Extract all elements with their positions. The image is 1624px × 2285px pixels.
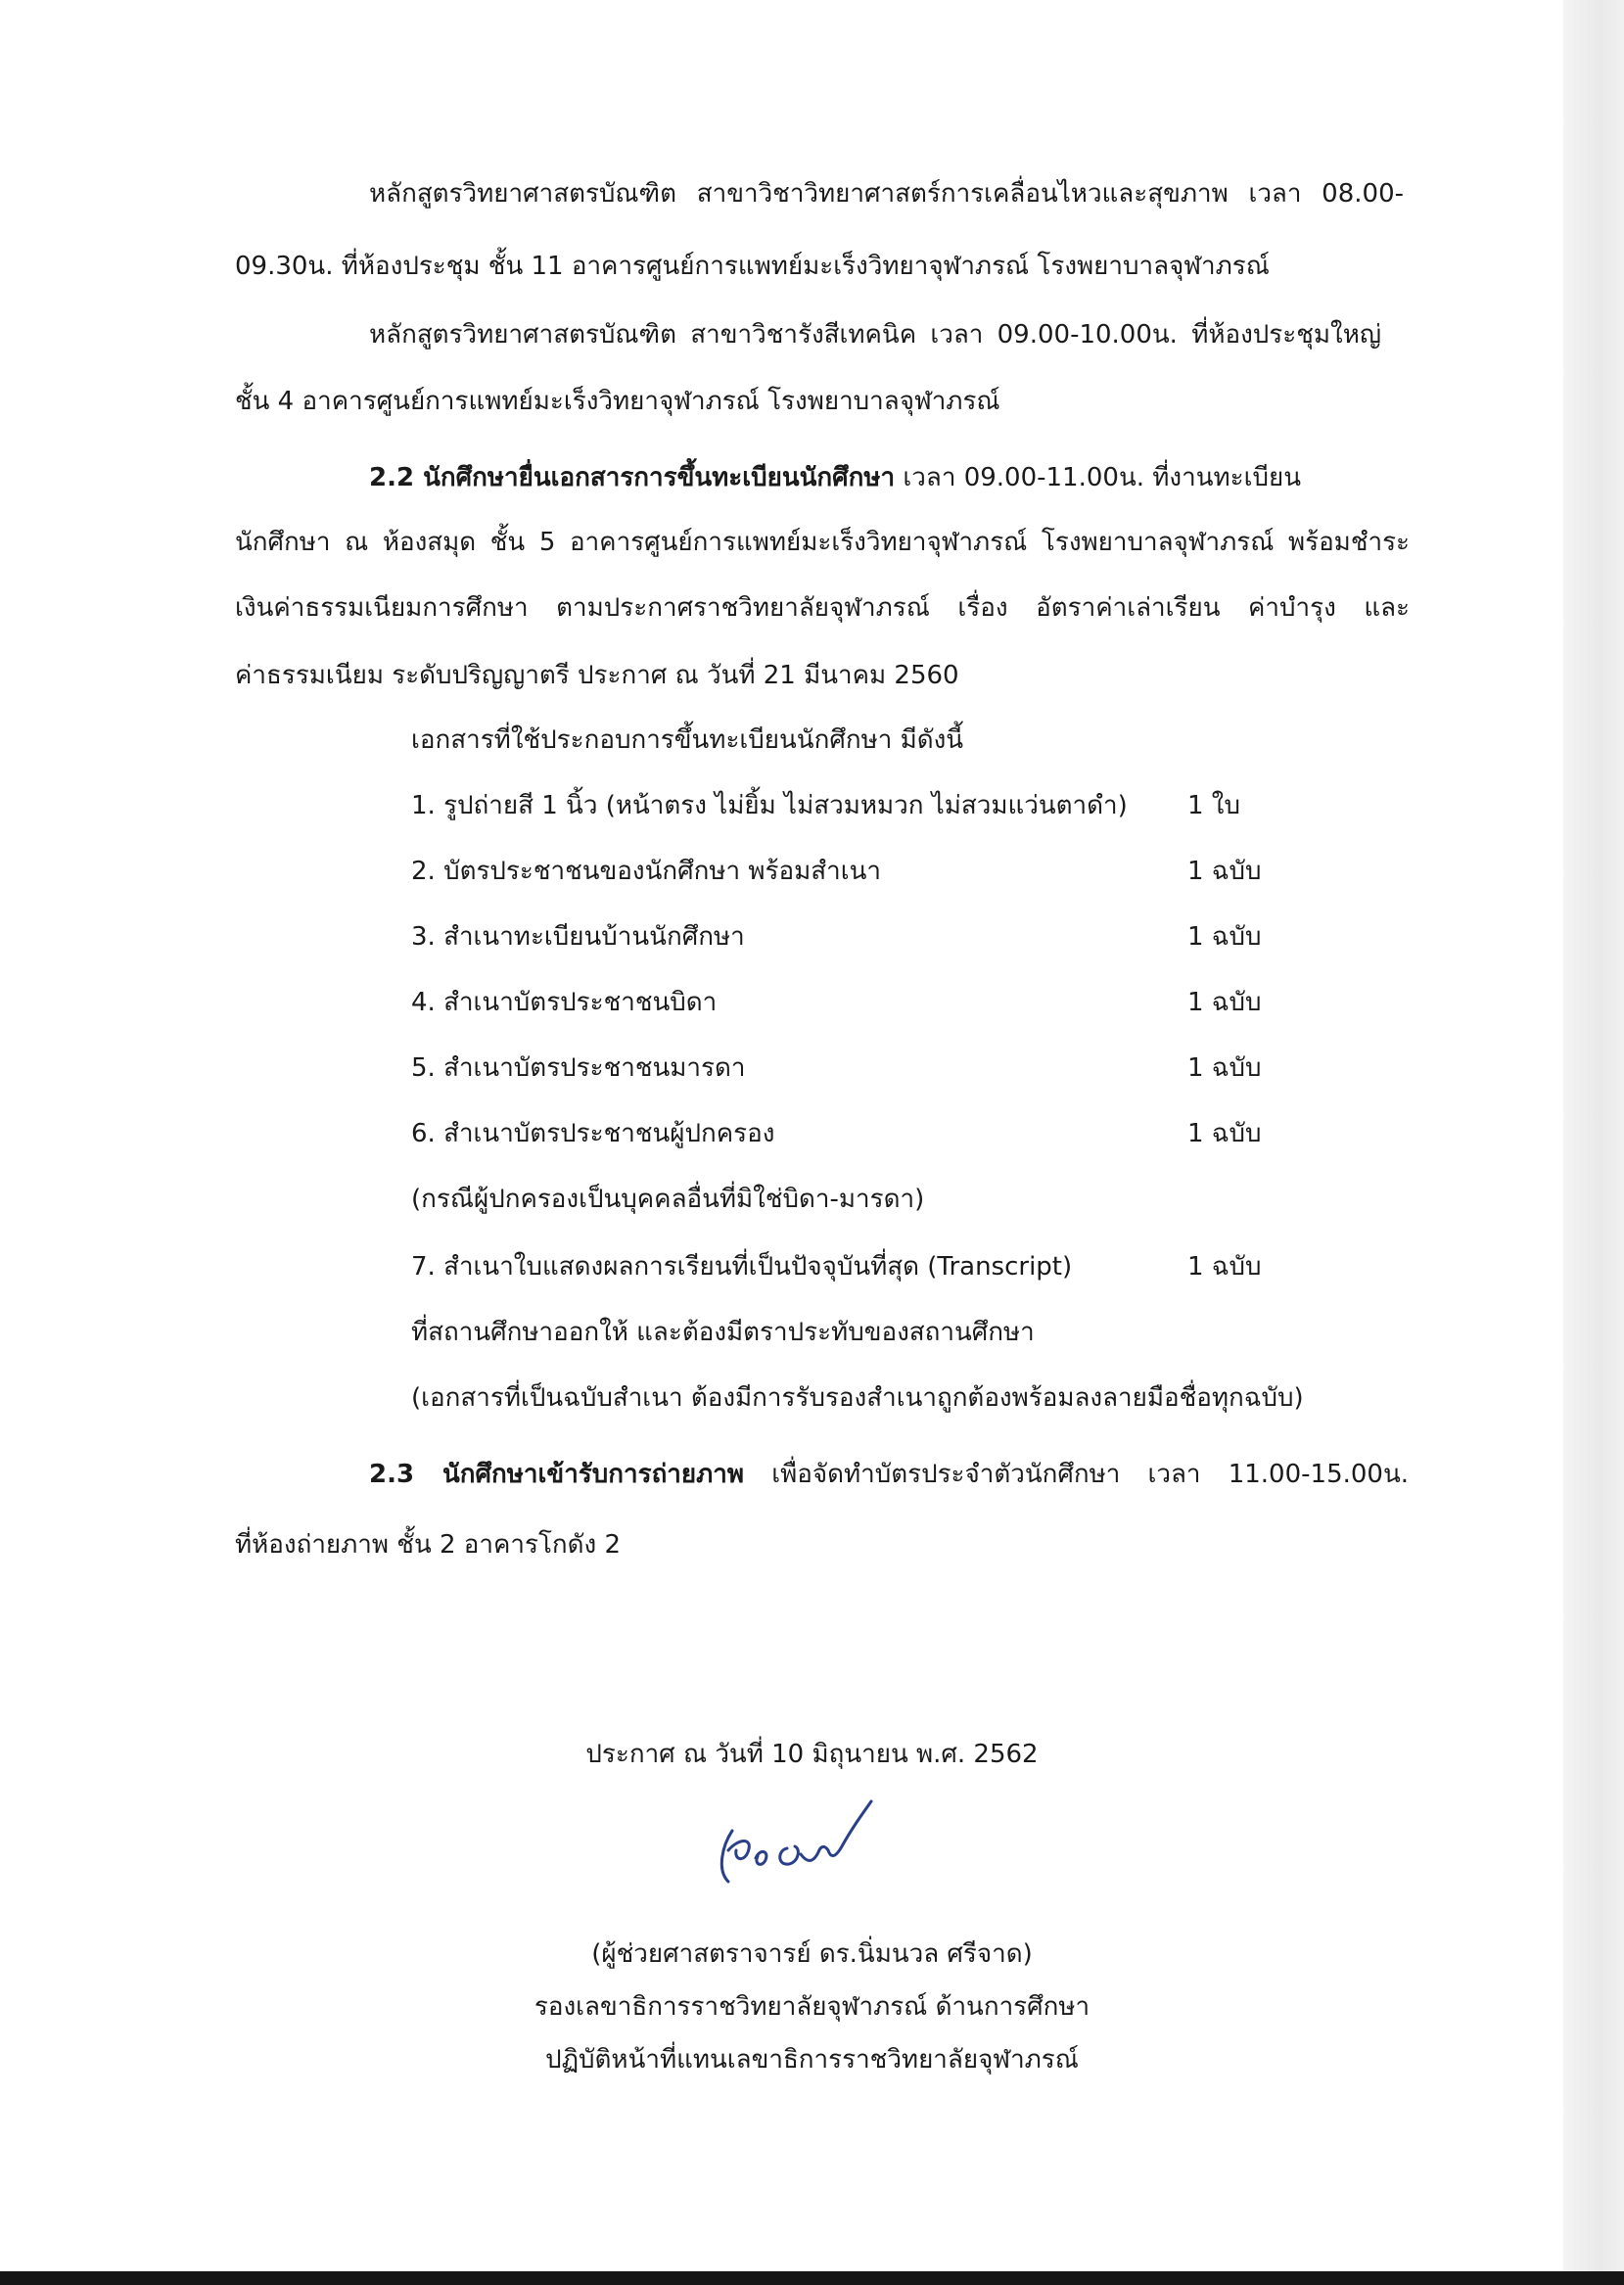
section-2-2-line2: นักศึกษา ณ ห้องสมุด ชั้น 5 อาคารศูนย์การแพทย์มะเร็งวิทยาจุฬาภรณ์ โรงพยาบาลจุฬาภรณ์ พร้อมชำระ [235, 528, 1410, 557]
section-2-2-heading: 2.2 นักศึกษายื่นเอกสารการขึ้นทะเบียนนักศึกษา [369, 463, 896, 492]
section-2-2-line4: ค่าธรรมเนียม ระดับปริญญาตรี ประกาศ ณ วันที่ 21 มีนาคม 2560 [235, 661, 959, 690]
doc-item-1: 1. รูปถ่ายสี 1 นิ้ว (หน้าตรง ไม่ยิ้ม ไม่สวมหมวก ไม่สวมแว่นตาดำ) [411, 791, 1128, 820]
signature-mark [705, 1792, 881, 1899]
doc-item-2: 2. บัตรประชาชนของนักศึกษา พร้อมสำเนา [411, 857, 881, 886]
doc-item-7-qty: 1 ฉบับ [1187, 1252, 1262, 1282]
section-2-2-line1-rest: เวลา 09.00-11.00น. ที่งานทะเบียน [895, 463, 1301, 492]
doc-item-6: 6. สำเนาบัตรประชาชนผู้ปกครอง [411, 1119, 775, 1148]
copy-note: (เอกสารที่เป็นฉบับสำเนา ต้องมีการรับรองสำเนาถูกต้องพร้อมลงลายมือชื่อทุกฉบับ) [411, 1383, 1304, 1413]
section-2-3-line1-rest: เพื่อจัดทำบัตรประจำตัวนักศึกษา เวลา 11.00-15.00น. [744, 1460, 1409, 1489]
doc-item-6-qty: 1 ฉบับ [1187, 1119, 1262, 1148]
section-2-2-line3: เงินค่าธรรมเนียมการศึกษา ตามประกาศราชวิทยาลัยจุฬาภรณ์ เรื่อง อัตราค่าเล่าเรียน ค่าบำรุง และ [235, 593, 1410, 623]
doc-item-3: 3. สำเนาทะเบียนบ้านนักศึกษา [411, 922, 745, 952]
doc-item-2-qty: 1 ฉบับ [1187, 857, 1262, 886]
announce-date: ประกาศ ณ วันที่ 10 มิถุนายน พ.ศ. 2562 [585, 1740, 1039, 1769]
program-b-line1: หลักสูตรวิทยาศาสตรบัณฑิต สาขาวิชารังสีเทคนิค เวลา 09.00-10.00น. ที่ห้องประชุมใหญ่ [369, 320, 1381, 350]
doc-item-7-note: ที่สถานศึกษาออกให้ และต้องมีตราประทับของสถานศึกษา [411, 1318, 1035, 1347]
program-a-line1: หลักสูตรวิทยาศาสตรบัณฑิต สาขาวิชาวิทยาศาสตร์การเคลื่อนไหวและสุขภาพ เวลา 08.00- [369, 179, 1404, 209]
doc-item-3-qty: 1 ฉบับ [1187, 922, 1262, 952]
doc-item-4-qty: 1 ฉบับ [1187, 988, 1262, 1017]
doc-item-5-qty: 1 ฉบับ [1187, 1053, 1262, 1083]
doc-item-5: 5. สำเนาบัตรประชาชนมารดา [411, 1053, 746, 1083]
docs-intro: เอกสารที่ใช้ประกอบการขึ้นทะเบียนนักศึกษา มีดังนี้ [411, 725, 964, 755]
program-b-line2: ชั้น 4 อาคารศูนย์การแพทย์มะเร็งวิทยาจุฬาภรณ์ โรงพยาบาลจุฬาภรณ์ [235, 387, 1000, 416]
section-2-3-line1 [369, 1455, 1409, 1494]
doc-item-7: 7. สำเนาใบแสดงผลการเรียนที่เป็นปัจจุบันที่สุด (Transcript) [411, 1252, 1073, 1282]
doc-item-4: 4. สำเนาบัตรประชาชนบิดา [411, 988, 718, 1017]
doc-item-1-qty: 1 ใบ [1187, 791, 1241, 820]
signer-position-2: ปฏิบัติหน้าที่แทนเลขาธิการราชวิทยาลัยจุฬาภรณ์ [545, 2045, 1079, 2075]
section-2-3-line2: ที่ห้องถ่ายภาพ ชั้น 2 อาคารโกดัง 2 [235, 1530, 622, 1560]
doc-item-6-note: (กรณีผู้ปกครองเป็นบุคคลอื่นที่มิใช่บิดา-มารดา) [411, 1185, 925, 1214]
program-a-line2: 09.30น. ที่ห้องประชุม ชั้น 11 อาคารศูนย์การแพทย์มะเร็งวิทยาจุฬาภรณ์ โรงพยาบาลจุฬาภรณ์ [235, 252, 1270, 281]
signer-position-1: รองเลขาธิการราชวิทยาลัยจุฬาภรณ์ ด้านการศึกษา [534, 1992, 1090, 2022]
section-2-3-heading: 2.3 นักศึกษาเข้ารับการถ่ายภาพ [369, 1460, 745, 1489]
signer-name: (ผู้ช่วยศาสตราจารย์ ดร.นิ่มนวล ศรีจาด) [591, 1939, 1033, 1969]
section-2-2-line1 [369, 458, 1301, 497]
